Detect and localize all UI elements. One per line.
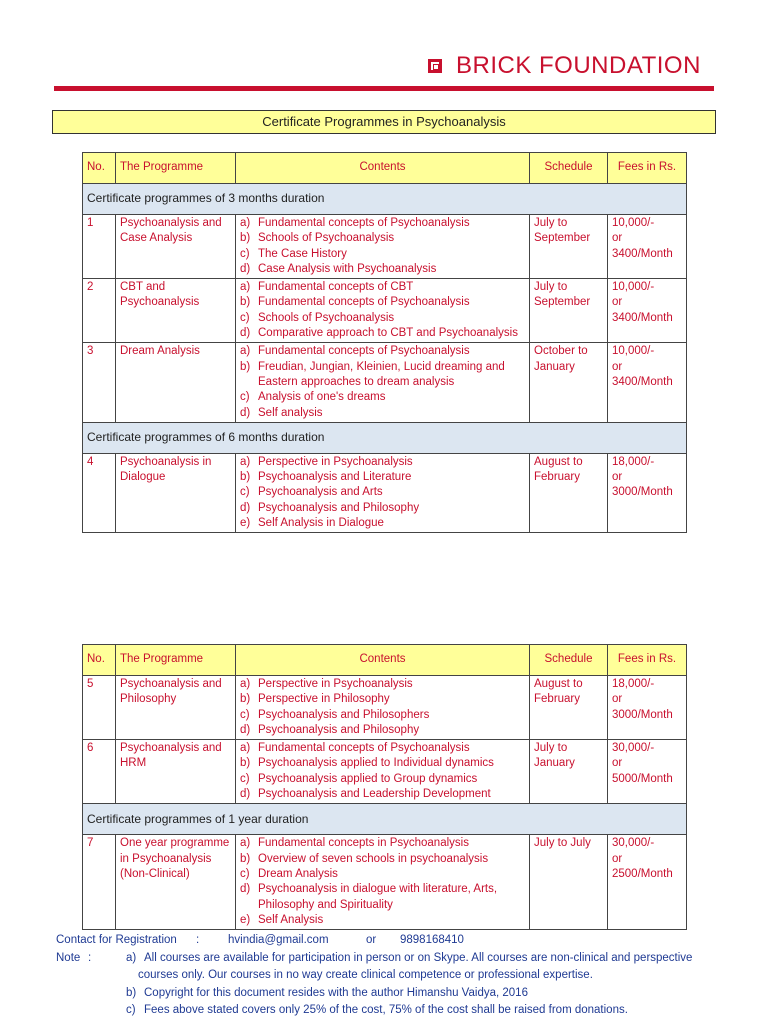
contents-item-text: Self Analysis in Dialogue xyxy=(258,517,384,530)
contents-item-letter: c) xyxy=(240,247,250,260)
contents-item-text: Psychoanalysis in dialogue with literature, Arts, Philosophy and Spirituality xyxy=(258,883,498,911)
contents-item xyxy=(240,677,525,692)
contents-item-text: Psychoanalysis applied to Individual dynamics xyxy=(258,757,494,770)
fees xyxy=(608,215,687,279)
contents-item-text: The Case History xyxy=(258,247,347,260)
contents-item-letter: b) xyxy=(240,693,251,706)
note-colon: : xyxy=(88,951,92,964)
fee-monthly: 3000/Month xyxy=(612,486,673,499)
note-a-cont xyxy=(56,967,716,985)
programme-name: CBT and Psychoanalysis xyxy=(116,279,236,343)
contents-item xyxy=(240,455,525,470)
contents-item-text: Psychoanalysis and Literature xyxy=(258,471,412,484)
fees xyxy=(608,835,687,930)
fee-monthly: 2500/Month xyxy=(612,867,673,880)
contents-item-letter: a) xyxy=(240,281,251,294)
header-programme: The Programme xyxy=(116,645,236,676)
header-contents: Contents xyxy=(236,645,530,676)
contact-or: or xyxy=(366,934,377,946)
contents-item xyxy=(240,772,525,787)
note-label: Note xyxy=(56,951,81,964)
programme-name: Psychoanalysis and HRM xyxy=(116,740,236,804)
programme-name: Psychoanalysis and Case Analysis xyxy=(116,215,236,279)
programme-name: Dream Analysis xyxy=(116,343,236,422)
fee-or: or xyxy=(612,232,623,245)
header-programme: The Programme xyxy=(116,153,236,184)
contents-item-letter: b) xyxy=(240,471,251,484)
contents-item-letter: d) xyxy=(240,501,251,514)
footer xyxy=(56,932,716,1020)
contents-item-text: Psychoanalysis and Philosophy xyxy=(258,501,420,514)
fee-total: 18,000/- xyxy=(612,455,655,468)
contents-item-letter: a) xyxy=(240,742,251,755)
contents-item-text: Self analysis xyxy=(258,406,323,419)
schedule: July to September xyxy=(530,215,608,279)
header-schedule: Schedule xyxy=(530,645,608,676)
contents-item xyxy=(240,390,525,405)
fees xyxy=(608,453,687,532)
schedule: October to January xyxy=(530,343,608,422)
section-1-year: Certificate programmes of 1 year duration xyxy=(83,804,687,835)
contents-item xyxy=(240,741,525,756)
contents-list xyxy=(240,344,525,420)
programme-table-2 xyxy=(82,644,687,930)
programme-table-1 xyxy=(82,152,687,533)
contents-item-letter: c) xyxy=(240,867,250,880)
contents-item-letter: a) xyxy=(240,678,251,690)
contents-item-letter: a) xyxy=(240,837,251,850)
schedule: July to September xyxy=(530,279,608,343)
contents-item xyxy=(240,470,525,485)
contents-item xyxy=(240,756,525,771)
fee-or: or xyxy=(612,360,623,373)
contents-cell xyxy=(236,835,530,930)
contents-item xyxy=(240,708,525,723)
row-number: 4 xyxy=(83,453,116,532)
fee-total: 30,000/- xyxy=(612,837,655,850)
note-c xyxy=(56,1002,716,1020)
contents-item-text: Fundamental concepts in Psychoanalysis xyxy=(258,837,469,850)
contents-item-text: Case Analysis with Psychoanalysis xyxy=(258,262,437,275)
contents-item xyxy=(240,247,525,262)
contents-item-text: Psychoanalysis and Philosophy xyxy=(258,723,420,736)
header-no: No. xyxy=(83,153,116,184)
contents-item xyxy=(240,485,525,500)
contents-item-text: Fundamental concepts of Psychoanalysis xyxy=(258,742,470,755)
contents-cell xyxy=(236,279,530,343)
contents-item-letter: b) xyxy=(240,360,251,373)
fee-or: or xyxy=(612,471,623,484)
contents-cell xyxy=(236,343,530,422)
note-a-key: a) xyxy=(126,951,137,964)
contents-item-text: Comparative approach to CBT and Psychoanalysis xyxy=(258,327,518,340)
contents-item-text: Fundamental concepts of CBT xyxy=(258,281,414,294)
note-c-text: Fees above stated covers only 25% of the cost, 75% of the cost shall be raised from donations. xyxy=(144,1004,628,1016)
contents-cell xyxy=(236,453,530,532)
fee-or: or xyxy=(612,296,623,309)
contents-item-letter: c) xyxy=(240,311,250,324)
contents-item-text: Schools of Psychoanalysis xyxy=(258,232,395,245)
contents-item-text: Psychoanalysis and Philosophers xyxy=(258,708,430,721)
contents-item xyxy=(240,326,525,341)
contents-item xyxy=(240,867,525,882)
schedule: August to February xyxy=(530,453,608,532)
table-row xyxy=(83,215,687,279)
contents-item-text: Perspective in Psychoanalysis xyxy=(258,455,413,468)
programme-name: Psychoanalysis in Dialogue xyxy=(116,453,236,532)
contact-email[interactable]: hvindia@gmail.com xyxy=(228,934,329,946)
contents-item-letter: c) xyxy=(240,708,250,721)
brand-logo-icon xyxy=(428,59,442,73)
contents-item-text: Dream Analysis xyxy=(258,867,338,880)
contents-list xyxy=(240,216,525,277)
contents-item-letter: a) xyxy=(240,455,251,468)
contents-item-text: Psychoanalysis applied to Group dynamics xyxy=(258,772,478,785)
contents-item-letter: b) xyxy=(240,852,251,865)
table-row xyxy=(83,676,687,740)
contents-item-letter: c) xyxy=(240,391,250,404)
fee-total: 10,000/- xyxy=(612,345,655,358)
contents-list xyxy=(240,455,525,531)
row-number: 3 xyxy=(83,343,116,422)
note-a-cont-text: courses only. Our courses in no way create clinical competence or professional expertise. xyxy=(138,969,593,981)
contents-item-letter: c) xyxy=(240,772,250,785)
contents-item xyxy=(240,501,525,516)
section-3-months: Certificate programmes of 3 months duration xyxy=(83,184,687,215)
contents-item xyxy=(240,836,525,851)
fees xyxy=(608,343,687,422)
fees xyxy=(608,279,687,343)
header-no: No. xyxy=(83,645,116,676)
contents-item-text: Fundamental concepts of Psychoanalysis xyxy=(258,345,470,358)
contents-item xyxy=(240,692,525,707)
contents-item xyxy=(240,344,525,359)
fee-total: 18,000/- xyxy=(612,678,655,690)
contents-item-text: Perspective in Philosophy xyxy=(258,693,390,706)
table-row xyxy=(83,279,687,343)
contents-list xyxy=(240,280,525,341)
fee-monthly: 3400/Month xyxy=(612,311,673,324)
contents-item-text: Schools of Psychoanalysis xyxy=(258,311,395,324)
contact-line xyxy=(56,932,716,950)
table-row xyxy=(83,343,687,422)
fee-monthly: 3400/Month xyxy=(612,247,673,260)
table-row xyxy=(83,740,687,804)
contents-item-letter: d) xyxy=(240,723,251,736)
contents-item xyxy=(240,913,525,928)
note-c-key: c) xyxy=(126,1004,136,1016)
contents-item xyxy=(240,882,525,913)
contents-item xyxy=(240,311,525,326)
fee-total: 10,000/- xyxy=(612,281,655,294)
contents-item-letter: b) xyxy=(240,232,251,245)
contents-item-text: Freudian, Jungian, Kleinien, Lucid dreaming and Eastern approaches to dream analysis xyxy=(258,360,505,388)
header-contents: Contents xyxy=(236,153,530,184)
schedule: July to July xyxy=(530,835,608,930)
contents-item-letter: a) xyxy=(240,217,251,229)
contents-item-text: Self Analysis xyxy=(258,913,324,926)
fee-total: 30,000/- xyxy=(612,742,655,755)
contents-item-letter: b) xyxy=(240,296,251,309)
table-row xyxy=(83,835,687,930)
contents-item-text: Perspective in Psychoanalysis xyxy=(258,678,413,690)
contents-item xyxy=(240,723,525,738)
contents-item xyxy=(240,262,525,277)
contents-item-letter: d) xyxy=(240,788,251,801)
contents-item xyxy=(240,516,525,531)
contents-list xyxy=(240,677,525,738)
contents-item xyxy=(240,360,525,391)
header-fees: Fees in Rs. xyxy=(608,645,687,676)
fee-monthly: 5000/Month xyxy=(612,772,673,785)
contents-item-letter: e) xyxy=(240,517,251,530)
programme-name: One year programme in Psychoanalysis (Non-Clinical) xyxy=(116,835,236,930)
fee-monthly: 3400/Month xyxy=(612,375,673,388)
contents-item-letter: d) xyxy=(240,883,251,896)
contents-item-letter: d) xyxy=(240,262,251,275)
contents-item xyxy=(240,406,525,421)
contents-cell xyxy=(236,215,530,279)
schedule: August to February xyxy=(530,676,608,740)
contents-item-letter: d) xyxy=(240,327,251,340)
note-b-key: b) xyxy=(126,986,137,999)
contents-item-letter: c) xyxy=(240,486,250,499)
table-header-row xyxy=(83,153,687,184)
fee-or: or xyxy=(612,757,623,770)
header-fees: Fees in Rs. xyxy=(608,153,687,184)
contents-item-letter: e) xyxy=(240,913,251,926)
fee-monthly: 3000/Month xyxy=(612,708,673,721)
contents-item-text: Psychoanalysis and Arts xyxy=(258,486,383,499)
contents-item-text: Overview of seven schools in psychoanalysis xyxy=(258,852,489,865)
contents-item xyxy=(240,852,525,867)
contents-item xyxy=(240,787,525,802)
contact-colon: : xyxy=(196,934,200,946)
contact-phone: 9898168410 xyxy=(400,934,464,946)
section-6-months: Certificate programmes of 6 months duration xyxy=(83,422,687,453)
row-number: 7 xyxy=(83,835,116,930)
contact-label: Contact for Registration xyxy=(56,934,177,946)
contents-item xyxy=(240,231,525,246)
contents-item xyxy=(240,216,525,231)
contents-item xyxy=(240,295,525,310)
header-rule xyxy=(54,86,714,91)
contents-item-letter: d) xyxy=(240,406,251,419)
contents-cell xyxy=(236,740,530,804)
fee-total: 10,000/- xyxy=(612,217,655,229)
fee-or: or xyxy=(612,852,623,865)
contents-item-text: Fundamental concepts of Psychoanalysis xyxy=(258,217,470,229)
programme-name: Psychoanalysis and Philosophy xyxy=(116,676,236,740)
contents-item-letter: b) xyxy=(240,757,251,770)
header-schedule: Schedule xyxy=(530,153,608,184)
page-title: Certificate Programmes in Psychoanalysis xyxy=(52,110,716,134)
row-number: 1 xyxy=(83,215,116,279)
contents-item-text: Fundamental concepts of Psychoanalysis xyxy=(258,296,470,309)
fees xyxy=(608,676,687,740)
contents-item-letter: a) xyxy=(240,345,251,358)
brand-header xyxy=(428,50,701,82)
note-b-text: Copyright for this document resides with the author Himanshu Vaidya, 2016 xyxy=(144,986,528,999)
contents-list xyxy=(240,836,525,928)
note-line xyxy=(56,950,716,968)
contents-item xyxy=(240,280,525,295)
row-number: 5 xyxy=(83,676,116,740)
schedule: July to January xyxy=(530,740,608,804)
row-number: 6 xyxy=(83,740,116,804)
note-b xyxy=(56,985,716,1003)
row-number: 2 xyxy=(83,279,116,343)
contents-item-text: Analysis of one's dreams xyxy=(258,391,386,404)
table-header-row xyxy=(83,645,687,676)
contents-list xyxy=(240,741,525,802)
table-row xyxy=(83,453,687,532)
fees xyxy=(608,740,687,804)
note-a-text: All courses are available for participation in person or on Skype. All courses are non-clinical and perspective xyxy=(144,951,693,964)
brand-name: BRICK FOUNDATION xyxy=(456,52,701,79)
fee-or: or xyxy=(612,693,623,706)
contents-cell xyxy=(236,676,530,740)
contents-item-text: Psychoanalysis and Leadership Development xyxy=(258,788,491,801)
